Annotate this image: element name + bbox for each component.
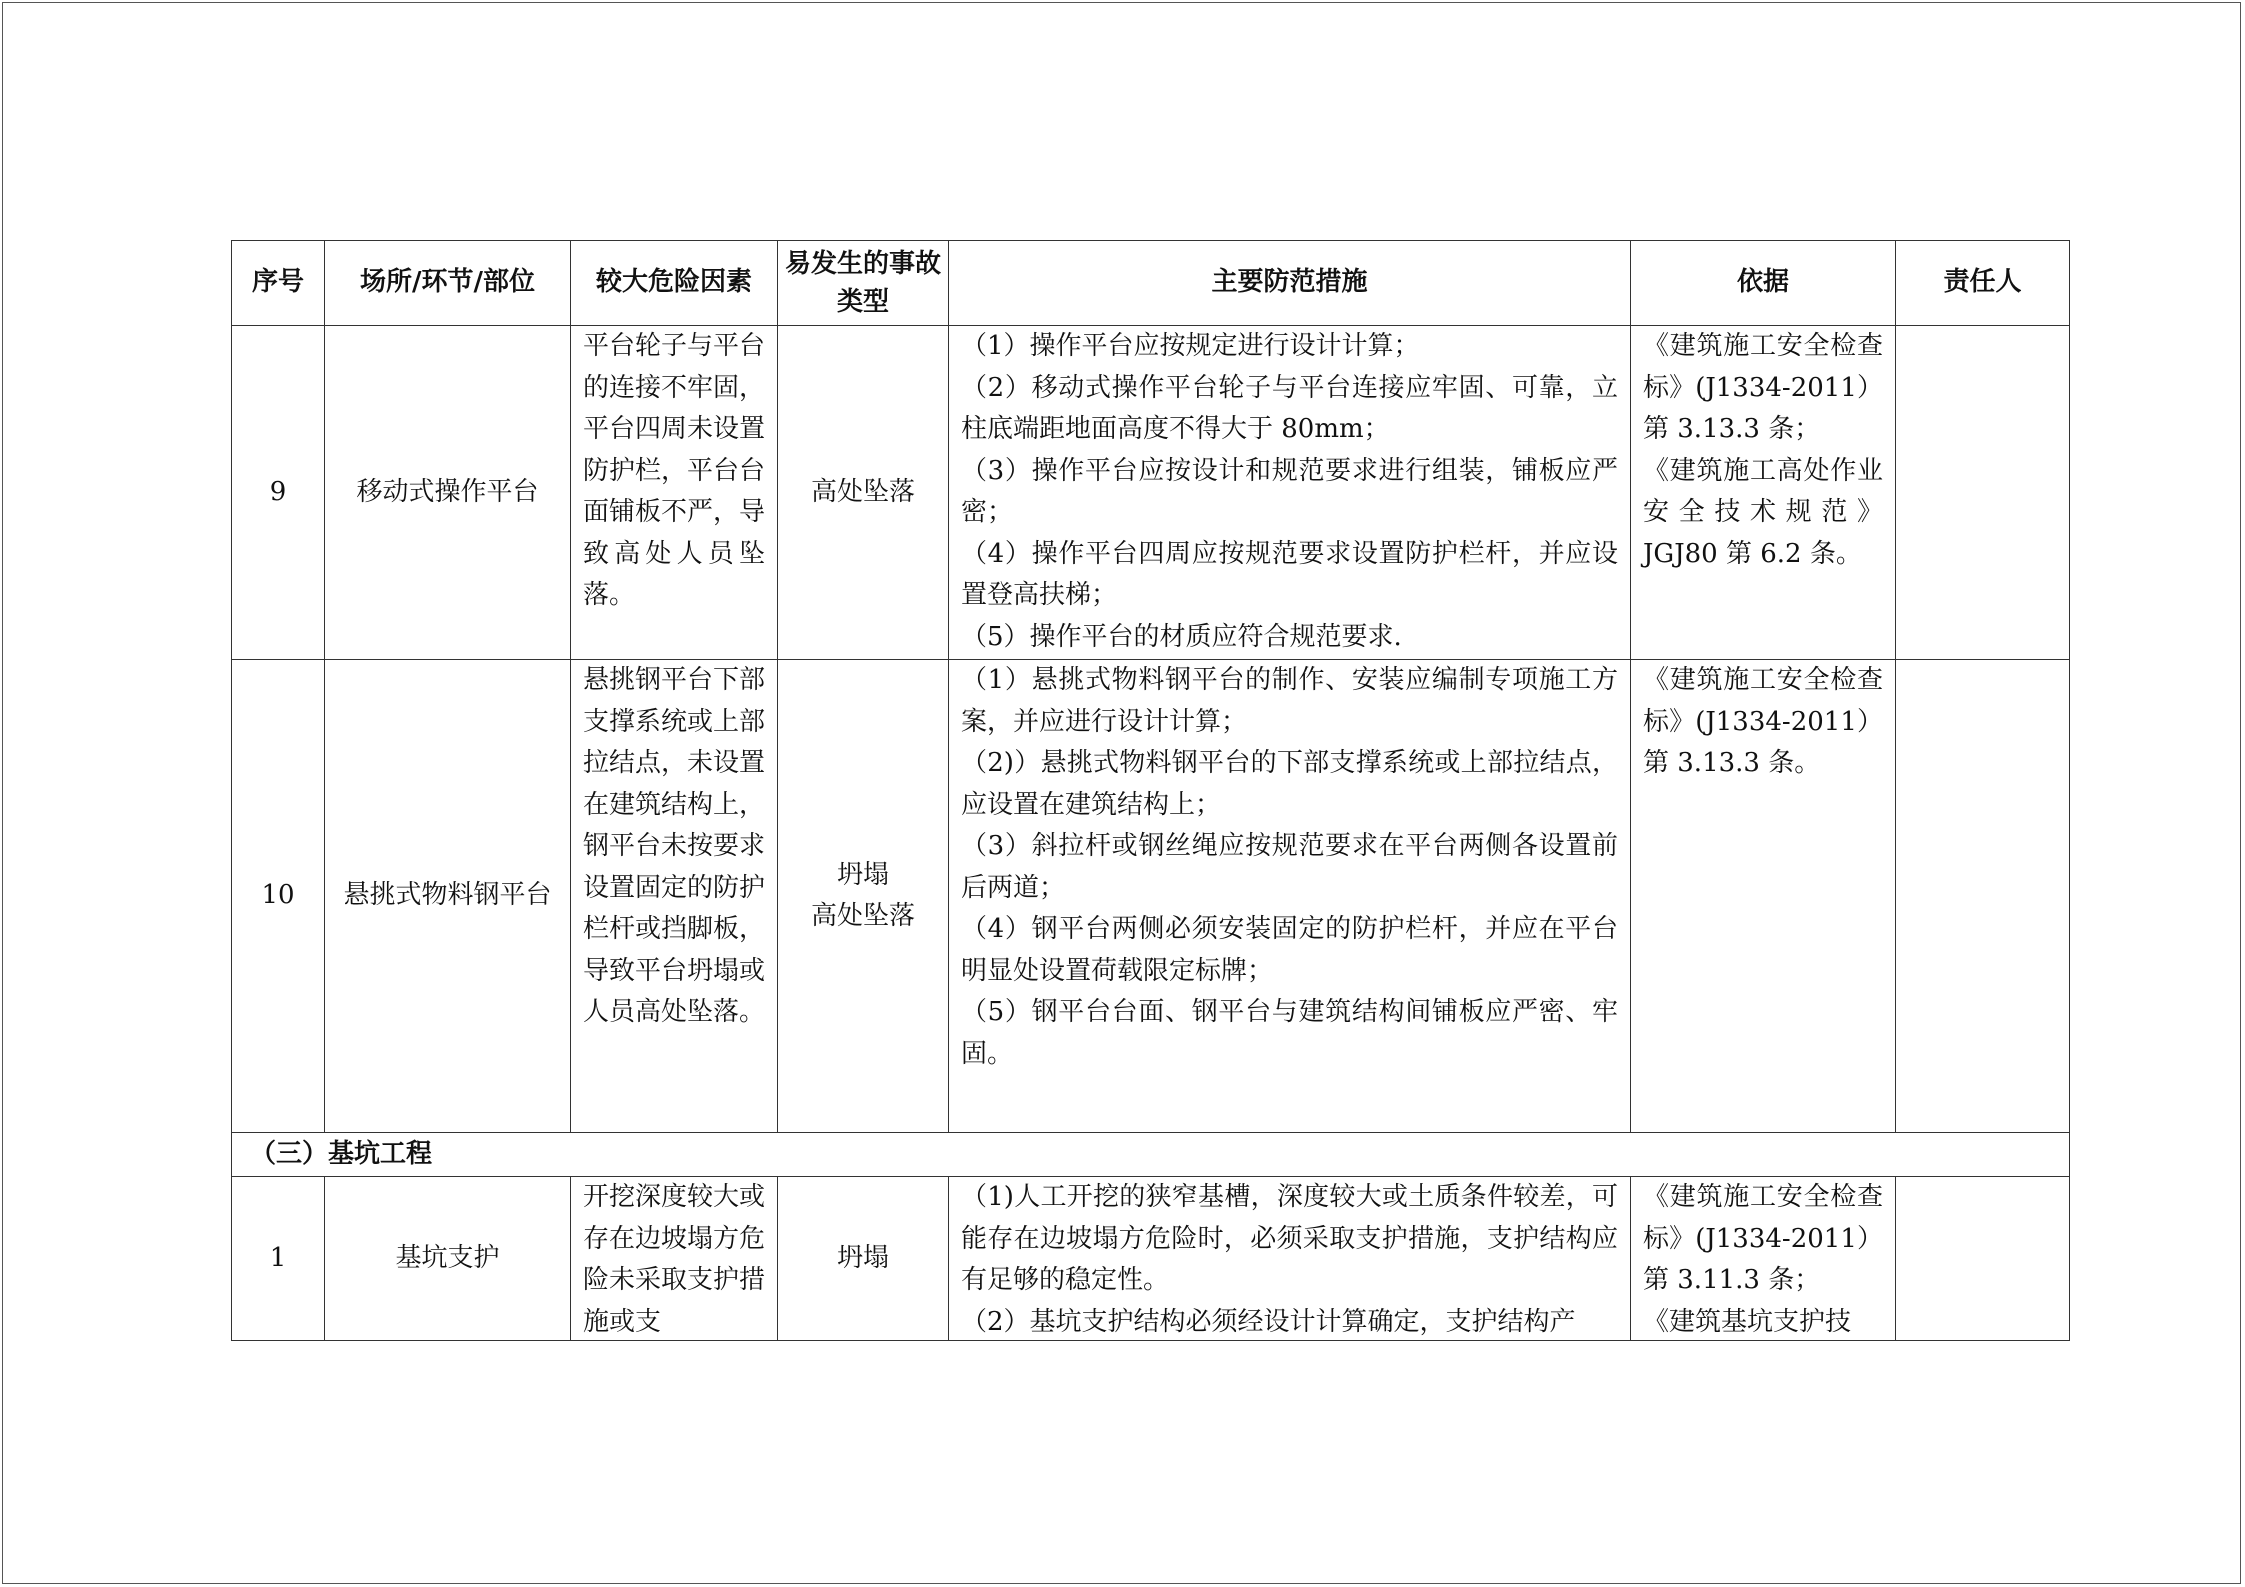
basis-item: 《建筑施工安全检查标》(J1334-2011）第 3.13.3 条。 [1643,665,1883,778]
section-row [232,1133,2070,1177]
header-seq: 序号 [232,241,325,326]
basis-cell [1631,326,1896,660]
measures-cell [949,660,1631,1133]
table-row [232,660,2070,1133]
measure-item: （3）操作平台应按设计和规范要求进行组装，铺板应严密； [961,455,1618,527]
basis-item: 《建筑施工高处作业安全技术规范》JGJ80 第 6.2 条。 [1643,455,1883,569]
measure-item: （5）操作平台的材质应符合规范要求. [961,621,1402,652]
measure-item: （3）斜拉杆或钢丝绳应按规范要求在平台两侧各设置前后两道； [961,831,1618,903]
measure-item: （1）操作平台应按规定进行设计计算； [961,331,1420,361]
accident-type-cell [778,660,949,1133]
basis-item: 《建筑施工安全检查标》(J1334-2011）第 3.11.3 条； [1643,1182,1883,1295]
basis-cell [1631,1177,1896,1341]
seq-cell: 10 [232,660,325,1133]
header-accident-type: 易发生的事故类型 [778,241,949,326]
hazard-cell [571,1177,778,1341]
measures-cell [949,326,1631,660]
location-cell: 悬挑式物料钢平台 [325,660,571,1133]
hazard-cell: 悬挑钢平台下部支撑系统或上部拉结点，未设置在建筑结构上，钢平台未按要求设置固定的防护栏杆或挡脚板，导致平台坍塌或人员高处坠落。 [571,660,778,1133]
accident-type-line: 高处坠落 [810,901,915,931]
location-cell: 移动式操作平台 [325,326,571,660]
basis-wrap [1643,1177,1883,1340]
hazard-text: 开挖深度较大或存在边坡塌方危险未采取支护措施或支 [583,1182,765,1337]
measure-item: （2）基坑支护结构必须经设计计算确定，支护结构产 [961,1306,1576,1337]
measure-item: （2）移动式操作平台轮子与平台连接应牢固、可靠，立柱底端距地面高度不得大于 80mm； [961,372,1618,444]
measure-item: （4）操作平台四周应按规范要求设置防护栏杆，并应设置登高扶梯； [961,538,1618,610]
header-measures: 主要防范措施 [949,241,1631,326]
seq-cell: 1 [232,1177,325,1341]
seq-cell: 9 [232,326,325,660]
accident-type-cell: 坍塌 [778,1177,949,1341]
table-header-row [232,241,2070,326]
hazard-table [231,240,2070,1341]
section-title: （三）基坑工程 [232,1133,2070,1177]
accident-type-cell: 高处坠落 [778,326,949,660]
responsible-cell [1896,660,2070,1133]
measure-item: （2)）悬挑式物料钢平台的下部支撑系统或上部拉结点，应设置在建筑结构上； [961,748,1618,820]
header-responsible: 责任人 [1896,241,2070,326]
responsible-cell [1896,1177,2070,1341]
header-basis: 依据 [1631,241,1896,326]
measure-item: （4）钢平台两侧必须安装固定的防护栏杆，并应在平台明显处设置荷载限定标牌； [961,914,1618,986]
table-row [232,1177,2070,1341]
basis-item: 《建筑施工安全检查标》(J1334-2011）第 3.13.3 条； [1643,331,1883,444]
measure-item: （1）悬挑式物料钢平台的制作、安装应编制专项施工方案，并应进行设计计算； [961,665,1618,737]
measure-item: （5）钢平台台面、钢平台与建筑结构间铺板应严密、牢固。 [961,997,1618,1069]
responsible-cell [1896,326,2070,660]
measure-item: （1)人工开挖的狭窄基槽，深度较大或土质条件较差，可能存在边坡塌方危险时，必须采取支护措施，支护结构应有足够的稳定性。 [961,1182,1618,1295]
location-cell: 基坑支护 [325,1177,571,1341]
hazard-cell: 平台轮子与平台的连接不牢固，平台四周未设置防护栏，平台台面铺板不严，导致高处人员坠落。 [571,326,778,660]
basis-cell [1631,660,1896,1133]
measures-wrap [961,1177,1618,1340]
accident-type-line: 坍塌 [836,859,889,890]
table-row [232,326,2070,660]
basis-item: 《建筑基坑支护技 [1643,1306,1852,1337]
header-hazard: 较大危险因素 [571,241,778,326]
measures-cell [949,1177,1631,1341]
header-location: 场所/环节/部位 [325,241,571,326]
